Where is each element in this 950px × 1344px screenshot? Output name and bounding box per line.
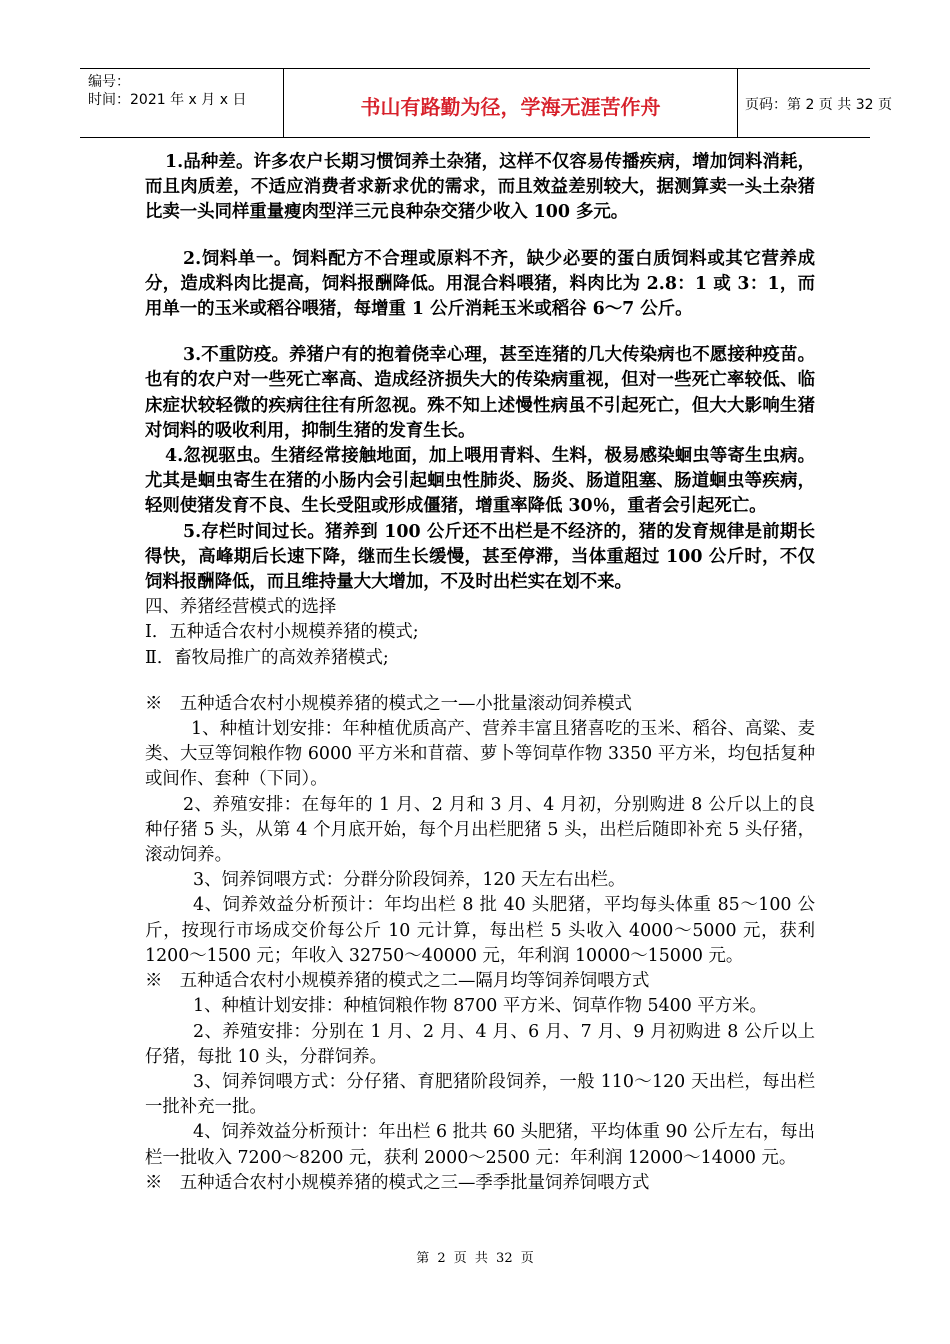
header-motto-cell (283, 69, 738, 137)
roman-item-2: Ⅱ．畜牧局推广的高效养猪模式; (145, 647, 389, 668)
header-meta-cell (80, 69, 283, 137)
model-2-title: ※ 五种适合农村小规模养猪的模式之二—隔月均等饲养饲喂方式 (145, 971, 650, 992)
paragraph-stock-time: 5.存栏时间过长。猪养到 100 公斤还不出栏是不经济的，猪的发育规律是前期长得快，高峰期后长速下降，继而生长缓慢，甚至停滞，当体重超过 100 公斤时，不仅饲料报酬降低，而且维持量大大增加，不及时出栏实在划不来。 (145, 521, 815, 593)
model-2-feeding: 3、饲养饲喂方式：分仔猪、育肥猪阶段饲养，一般 110～120 天出栏，每出栏一批补充一批。 (145, 1071, 815, 1118)
model-1-planting: 1、种植计划安排：年种植优质高产、营养丰富且猪喜吃的玉米、稻谷、高粱、麦类、大豆等饲粮作物 6000 平方米和苜蓿、萝卜等饲草作物 3350 平方米，均包括复种或间作、套种（下同）。 (145, 719, 815, 790)
paragraph-feed: 2.饲料单一。饲料配方不合理或原料不齐，缺少必要的蛋白质饲料或其它营养成分，造成料肉比提高，饲料报酬降低。用混合料喂猪，料肉比为 2.8：1 或 3：1，而用单一的玉米或稻谷喂猪，每增重 1 公斤消耗玉米或稻谷 6～7 公斤。 (145, 248, 815, 320)
model-1-title: ※ 五种适合农村小规模养猪的模式之一—小批量滚动饲养模式 (145, 693, 632, 714)
roman-item-1: Ⅰ．五种适合农村小规模养猪的模式; (145, 622, 419, 643)
model-3-title: ※ 五种适合农村小规模养猪的模式之三—季季批量饲养饲喂方式 (145, 1172, 650, 1193)
page-footer: 第 2 页 共 32 页 (416, 1251, 534, 1266)
document-date: 时间：2021 年 x 月 x 日 (88, 92, 247, 108)
model-2-benefit: 4、饲养效益分析预计：年出栏 6 批共 60 头肥猪，平均体重 90 公斤左右，每出栏一批收入 7200～8200 元，获利 2000～2500 元：年利润 12000～14000 元。 (145, 1122, 815, 1168)
model-1-benefit: 4、饲养效益分析预计：年均出栏 8 批 40 头肥猪，平均每头体重 85～100 公斤，按现行市场成交价每公斤 10 元计算，每出栏 5 头收入 4000～5000 元，获利 1200～1500 元；年收入 32750～40000 元，年利润 10000～15000 元。 (145, 895, 815, 966)
header-page-info: 页码：第 2 页 共 32 页 (745, 97, 892, 113)
model-1-feeding: 3、饲养饲喂方式：分群分阶段饲养，120 天左右出栏。 (193, 870, 626, 891)
section-heading: 四、养猪经营模式的选择 (145, 597, 337, 618)
paragraph-vaccination: 3.不重防疫。养猪户有的抱着侥幸心理，甚至连猪的几大传染病也不愿接种疫苗。也有的农户对一些死亡率高、造成经济损失大的传染病重视，但对一些死亡率较低、临床症状较轻微的疾病往往有所忽视。殊不知上述慢性病虽不引起死亡，但大大影响生猪对饲料的吸收利用，抑制生猪的发育生长。 (145, 345, 815, 441)
document-number-label: 编号： (88, 74, 130, 90)
document-body (145, 150, 815, 1196)
document-header (80, 68, 892, 138)
paragraph-deworming: 4.忽视驱虫。生猪经常接触地面，加上喂用青料、生料，极易感染蛔虫等寄生虫病。尤其是蛔虫寄生在猪的小肠内会引起蛔虫性肺炎、肠炎、肠道阻塞、肠道蛔虫等疾病，轻则使猪发育不良、生长受阻或形成僵猪，增重率降低 30％，重者会引起死亡。 (145, 446, 815, 517)
model-2-breeding: 2、养殖安排：分别在 1 月、2 月、4 月、6 月、7 月、9 月初购进 8 公斤以上仔猪，每批 10 头，分群饲养。 (145, 1021, 815, 1067)
paragraph-breed: 1.品种差。许多农户长期习惯饲养土杂猪，这样不仅容易传播疾病，增加饲料消耗，而且肉质差，不适应消费者求新求优的需求，而且效益差别较大，据测算卖一头土杂猪比卖一头同样重量瘦肉型洋三元良种杂交猪少收入 100 多元。 (145, 152, 815, 223)
model-2-planting: 1、种植计划安排：种植饲粮作物 8700 平方米、饲草作物 5400 平方米。 (193, 996, 767, 1017)
header-page-cell (737, 69, 892, 137)
model-1-breeding: 2、养殖安排：在每年的 1 月、2 月和 3 月、4 月初，分别购进 8 公斤以上的良种仔猪 5 头，从第 4 个月底开始，每个月出栏肥猪 5 头，出栏后随即补充 5 头仔猪，滚动饲养。 (145, 794, 815, 866)
header-motto: 书山有路勤为径，学海无涯苦作舟 (360, 95, 661, 119)
